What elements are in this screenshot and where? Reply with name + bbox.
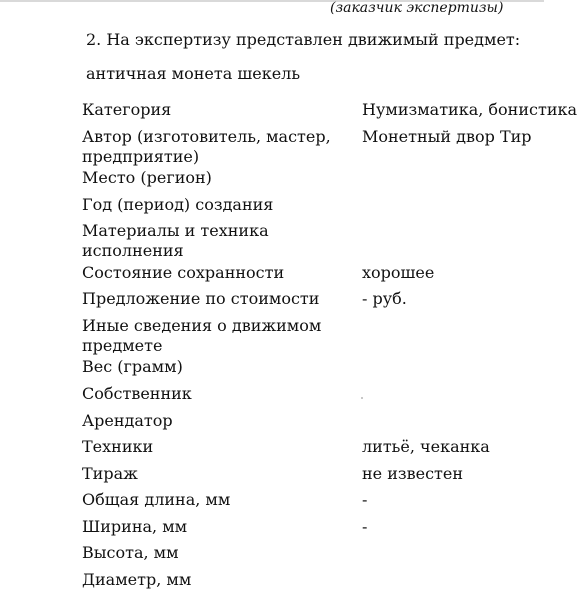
property-label: Место (регион) bbox=[82, 168, 212, 187]
property-value: - bbox=[362, 517, 368, 536]
property-value: Нумизматика, бонистика bbox=[362, 100, 577, 119]
property-value: - bbox=[362, 490, 368, 509]
property-label: Год (период) создания bbox=[82, 195, 274, 214]
property-label: Предложение по стоимости bbox=[82, 289, 320, 308]
property-label: Высота, мм bbox=[82, 543, 179, 562]
property-value: - руб. bbox=[362, 289, 407, 308]
subject-name: античная монета шекель bbox=[86, 64, 301, 83]
property-label: Автор (изготовитель, мастер, предприятие) bbox=[82, 127, 331, 166]
property-label: Техники bbox=[82, 437, 154, 456]
property-label: Категория bbox=[82, 100, 172, 119]
property-label: Собственник bbox=[82, 384, 192, 403]
property-label: Ширина, мм bbox=[82, 517, 188, 536]
property-label: Диаметр, мм bbox=[82, 570, 192, 589]
property-value: хорошее bbox=[362, 263, 435, 282]
section-heading: 2. На экспертизу представлен движимый предмет: bbox=[86, 30, 521, 49]
property-label: Вес (грамм) bbox=[82, 357, 183, 376]
scan-speck bbox=[361, 397, 363, 399]
property-label: Материалы и техника исполнения bbox=[82, 221, 269, 260]
property-label: Тираж bbox=[82, 464, 138, 483]
property-label: Арендатор bbox=[82, 411, 173, 430]
property-label: Состояние сохранности bbox=[82, 263, 285, 282]
property-value: литьё, чеканка bbox=[362, 437, 490, 456]
property-value: Монетный двор Тир bbox=[362, 127, 532, 146]
client-note: (заказчик экспертизы) bbox=[330, 0, 504, 16]
property-value: не известен bbox=[362, 464, 464, 483]
property-label: Общая длина, мм bbox=[82, 490, 231, 509]
property-label: Иные сведения о движимом предмете bbox=[82, 316, 322, 355]
